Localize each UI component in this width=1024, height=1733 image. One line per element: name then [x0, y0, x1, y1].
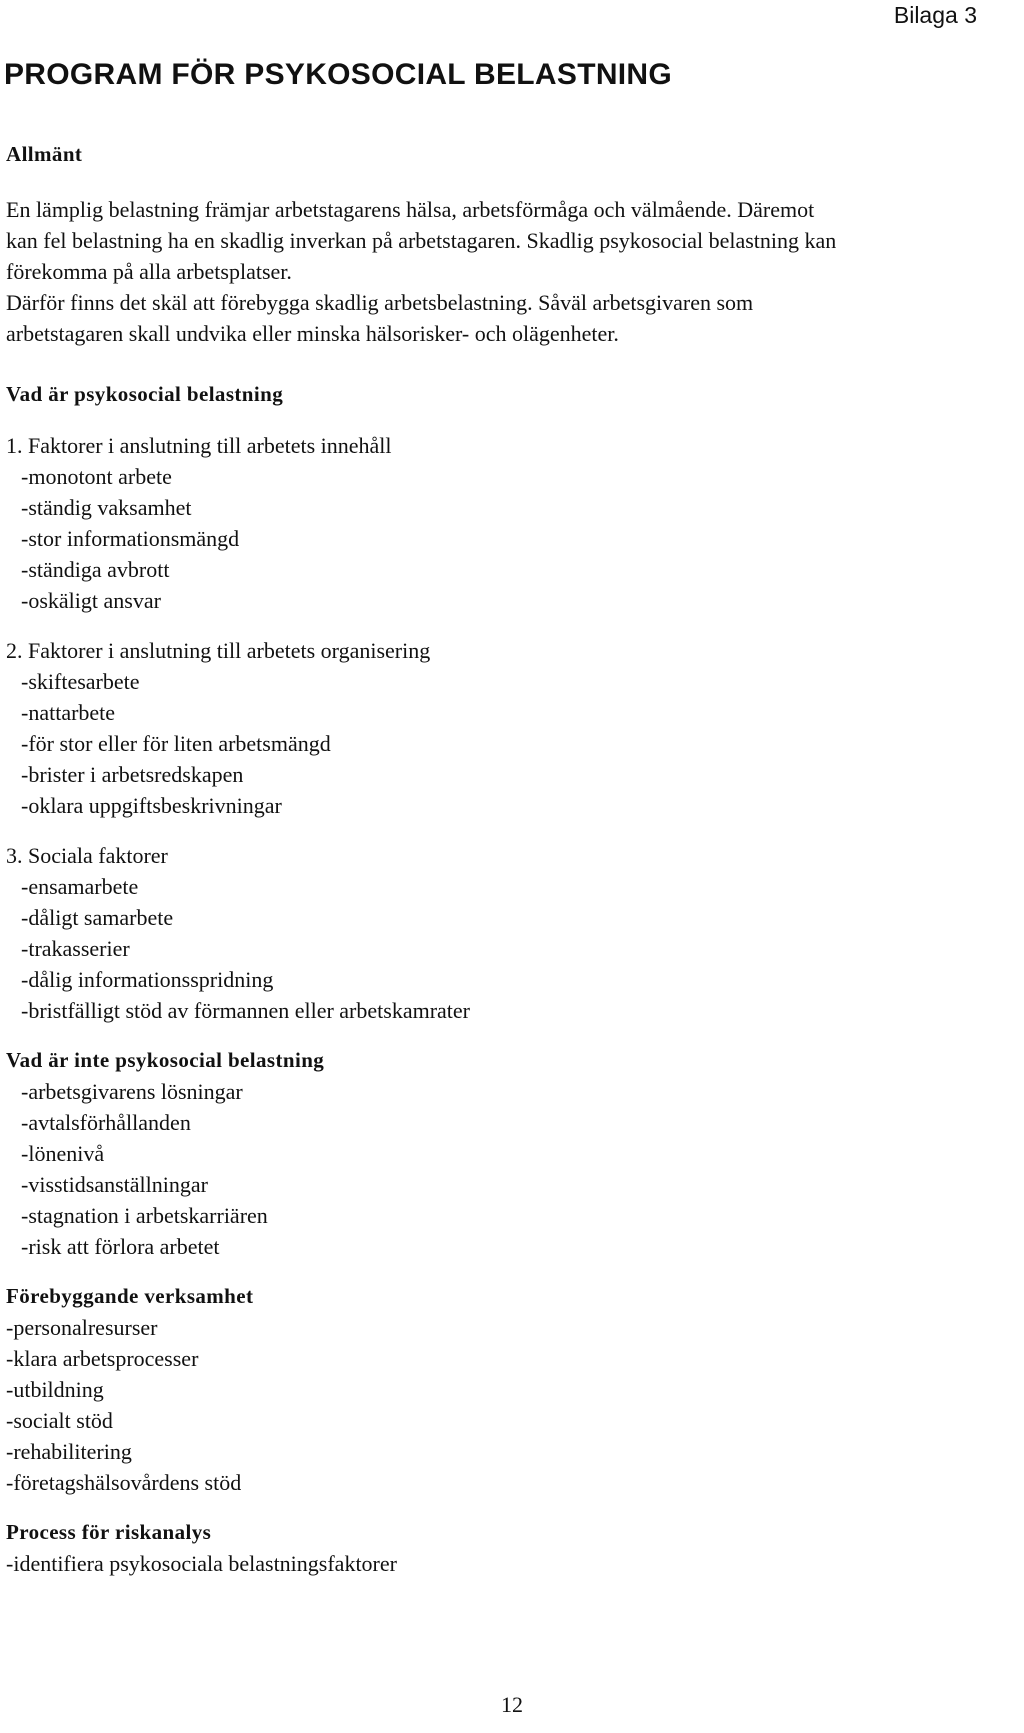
list-item: -för stor eller för liten arbetsmängd [21, 731, 331, 756]
list-item: -företagshälsovårdens stöd [6, 1470, 242, 1495]
list-item: -socialt stöd [6, 1408, 113, 1433]
exclusion-list [6, 1076, 1016, 1262]
list-item: -avtalsförhållanden [21, 1110, 191, 1135]
list-item: -bristfälligt stöd av förmannen eller arbetskamrater [21, 998, 470, 1023]
factor-list [6, 871, 1016, 1026]
list-item: -identifiera psykosociala belastningsfaktorer [6, 1551, 397, 1576]
list-item: -arbetsgivarens lösningar [21, 1079, 243, 1104]
list-item: -ständig vaksamhet [21, 495, 192, 520]
general-section [6, 139, 1016, 349]
list-item: -oklara uppgiftsbeskrivningar [21, 793, 282, 818]
general-heading: Allmänt [6, 142, 83, 166]
prevention-list [6, 1312, 1016, 1498]
general-paragraph [6, 194, 1016, 349]
what-is-not-heading: Vad är inte psykosocial belastning [6, 1048, 325, 1072]
paragraph-line: arbetstagaren skall undvika eller minska hälsorisker- och olägenheter. [6, 321, 619, 346]
risk-analysis-heading: Process för riskanalys [6, 1520, 212, 1544]
list-item: -monotont arbete [21, 464, 172, 489]
factor-group-title: 3. Sociala faktorer [6, 843, 168, 868]
list-item: -ensamarbete [21, 874, 139, 899]
list-item: -utbildning [6, 1377, 104, 1402]
risk-analysis-list [6, 1548, 1016, 1579]
list-item: -ständiga avbrott [21, 557, 170, 582]
page-number: 12 [501, 1692, 523, 1717]
list-item: -brister i arbetsredskapen [21, 762, 244, 787]
list-item: -klara arbetsprocesser [6, 1346, 199, 1371]
what-is-heading: Vad är psykosocial belastning [6, 382, 284, 406]
document-title: PROGRAM FÖR PSYKOSOCIAL BELASTNING [4, 58, 673, 91]
list-item: -risk att förlora arbetet [21, 1234, 220, 1259]
prevention-heading: Förebyggande verksamhet [6, 1284, 254, 1308]
factor-group-title: 1. Faktorer i anslutning till arbetets innehåll [6, 433, 392, 458]
what-is-not-section [6, 1045, 1016, 1262]
prevention-section [6, 1281, 1016, 1498]
list-item: -stor informationsmängd [21, 526, 240, 551]
factor-list [6, 461, 1016, 616]
paragraph-line: Därför finns det skäl att förebygga skadlig arbetsbelastning. Såväl arbetsgivaren som [6, 290, 754, 315]
factor-group-title: 2. Faktorer i anslutning till arbetets organisering [6, 638, 431, 663]
list-item: -dåligt samarbete [21, 905, 174, 930]
paragraph-line: förekomma på alla arbetsplatser. [6, 259, 292, 284]
document-body [6, 139, 1016, 1579]
what-is-section [6, 379, 1016, 1026]
list-item: -lönenivå [21, 1141, 105, 1166]
list-item: -rehabilitering [6, 1439, 132, 1464]
list-item: -skiftesarbete [21, 669, 140, 694]
attachment-label: Bilaga 3 [893, 2, 977, 28]
paragraph-line: kan fel belastning ha en skadlig inverkan på arbetstagaren. Skadlig psykosocial belastning kan [6, 228, 837, 253]
list-item: -nattarbete [21, 700, 116, 725]
factor-list [6, 666, 1016, 821]
factor-group-organisation [6, 635, 1016, 821]
list-item: -visstidsanställningar [21, 1172, 208, 1197]
list-item: -stagnation i arbetskarriären [21, 1203, 268, 1228]
factor-group-content [6, 430, 1016, 616]
list-item: -trakasserier [21, 936, 130, 961]
risk-analysis-section [6, 1517, 1016, 1579]
paragraph-line: En lämplig belastning främjar arbetstagarens hälsa, arbetsförmåga och välmående. Däremot [6, 197, 815, 222]
list-item: -dålig informationsspridning [21, 967, 274, 992]
list-item: -oskäligt ansvar [21, 588, 161, 613]
list-item: -personalresurser [6, 1315, 158, 1340]
factor-group-social [6, 840, 1016, 1026]
